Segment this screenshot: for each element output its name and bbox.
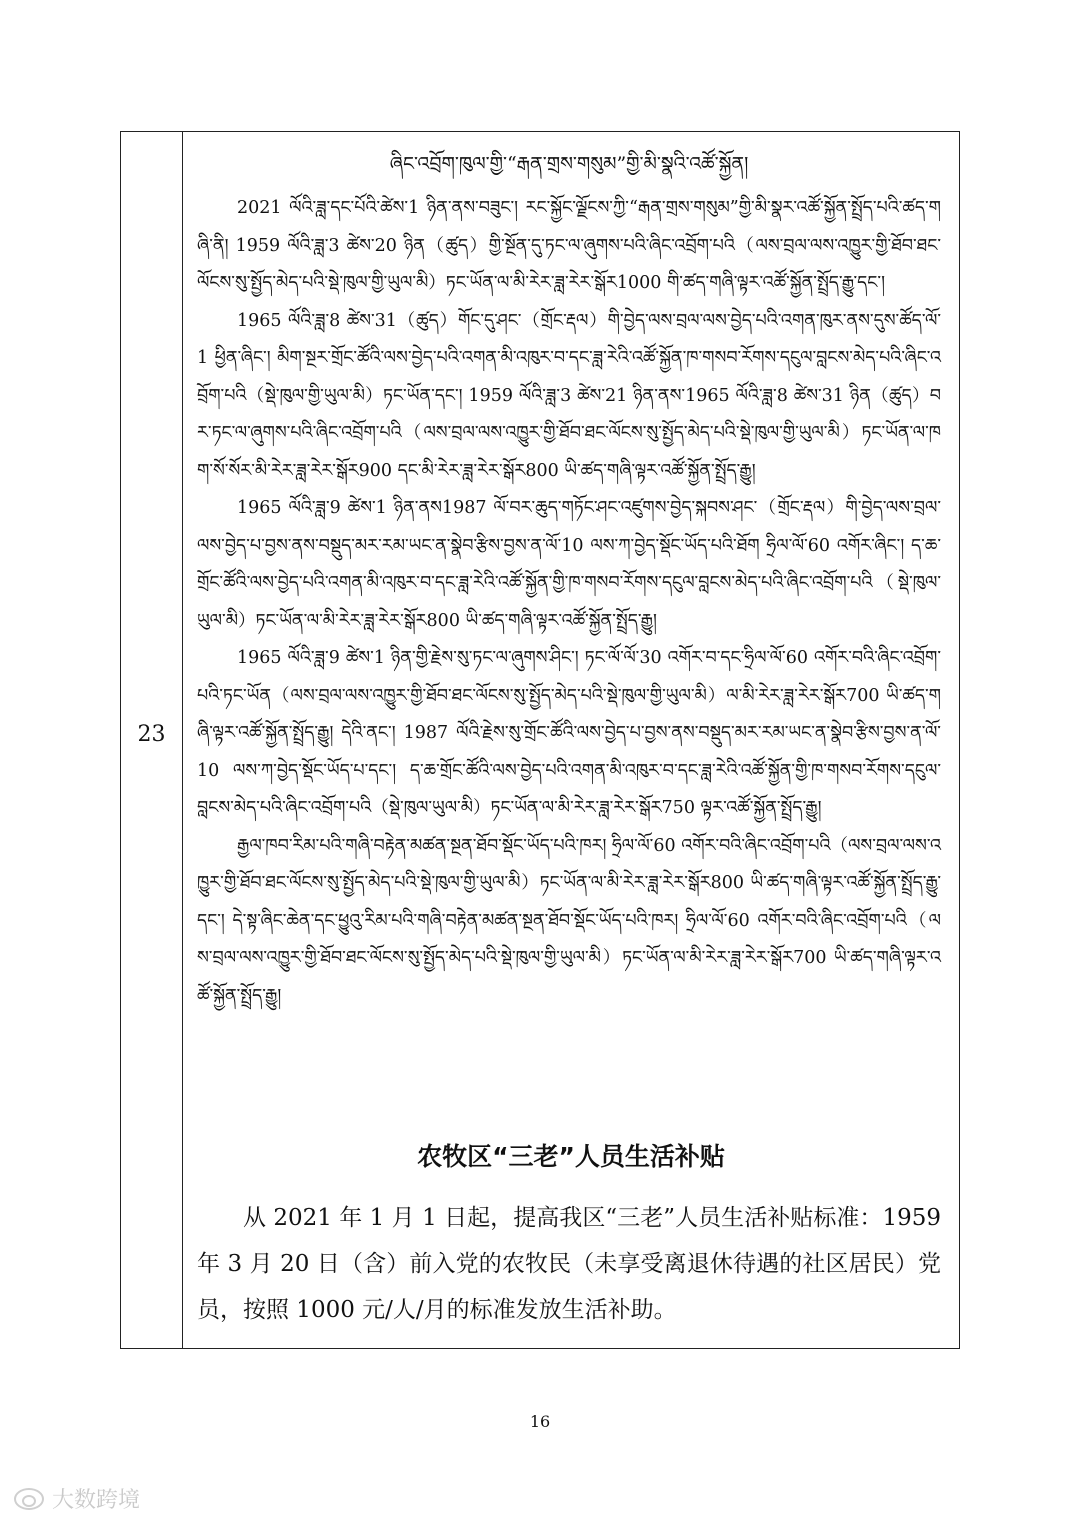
row-number: 23 xyxy=(137,722,166,747)
tibetan-title: ཞིང་འབྲོག་ཁུལ་གྱི་“རྒན་གྲས་གསུམ”གྱི་མི་སྣའི་འཚོ་སྐྱོན། xyxy=(389,153,749,175)
tibetan-paragraph: 2021 ལོའི་ཟླ་དང་པོའི་ཚེས་1 ཉིན་ནས་བཟུང་། རང་སྐྱོང་ལྗོངས་ཀྱི་“རྒན་གྲས་གསུམ”གྱི་མི་སྣར་འཚོ་སྐྱོན་སྤྲོད་པའི་ཚད་གཞི་ནི། 1959 ལོའི་ཟླ་3 ཚེས་20 ཉིན（ཚུད）གྱི་སྔོན་དུ་ཏང་ལ་ཞུགས་པའི་ཞིང་འབྲོག་པའི（ལས་བྲལ་ལས་འཁྱུར་གྱི་ཐོབ་ཐང་ལོངས་སུ་སྤྱོད་མེད་པའི་སྡེ་ཁུལ་གྱི་ཡུལ་མི）ཏང་ཡོན་ལ་མི་རེར་ཟླ་རེར་སྒོར1000 གི་ཚད་གཞི་ལྟར་འཚོ་སྐྱོན་སྤྲོད་རྒྱུ་དང་། xyxy=(197,198,941,293)
watermark-text: 大数跨境 xyxy=(52,1488,141,1513)
watermark xyxy=(14,1483,140,1514)
tibetan-paragraph: 1965 ལོའི་ཟླ་9 ཚེས་1 ཉིན་ནས1987 ལོ་བར་ཆུད་གཏོང་ཤང་འཛུགས་བྱེད་སྐབས་ཤང་（གྲོང་རྡལ）གི་བྱེད་ལས་བྲལ་ལས་བྱེད་པ་བྱས་ནས་བསྡུད་མར་རམ་ཡང་ན་སྣེབ་རྩིས་བྱས་ན་ལོ་10 ལས་ཀ་བྱེད་སྡོང་ཡོད་པའི་ཐོག ཧྲིལ་ལོ་60 འགོར་ཞིང་། ད་ཆ་གྲོང་ཚོའི་ལས་བྱེད་པའི་འགན་མི་འཁུར་བ་དང་ཟླ་རེའི་འཚོ་སྐྱོན་གྱི་ཁ་གསབ་རོགས་དངུལ་བླངས་མེད་པའི་ཞིང་འབྲོག་པའི（སྡེ་ཁུལ་ཡུལ་མི）ཏང་ཡོན་ལ་མི་རེར་ཟླ་རེར་སྒོར800 ཡི་ཚད་གཞི་ལྟར་འཚོ་སྐྱོན་སྤྲོད་རྒྱུ། xyxy=(197,498,941,631)
policy-table xyxy=(120,131,960,1349)
watermark-logo-icon xyxy=(14,1488,44,1510)
tibetan-paragraph: 1965 ལོའི་ཟླ་9 ཚེས་1 ཉིན་གྱི་རྗེས་སུ་ཏང་ལ་ཞུགས་ཤིང་། ཏང་ལོ་ལོ་30 འགོར་བ་དང་ཧྲིལ་ལོ་60 འགོར་བའི་ཞིང་འབྲོག་པའི་ཏང་ཡོན（ལས་བྲལ་ལས་འཁྱུར་གྱི་ཐོབ་ཐང་ལོངས་སུ་སྤྱོད་མེད་པའི་སྡེ་ཁུལ་གྱི་ཡུལ་མི）ལ་མི་རེར་ཟླ་རེར་སྒོར700 ཡི་ཚད་གཞི་ལྟར་འཚོ་སྐྱོན་སྤྲོད་རྒྱུ། དེའི་ནང་། 1987 ལོའི་རྗེས་སུ་གྲོང་ཚོའི་ལས་བྱེད་པ་བྱས་ནས་བསྡུད་མར་རམ་ཡང་ན་སྣེབ་རྩིས་བྱས་ན་ལོ་10 ལས་ཀ་བྱེད་སྡོང་ཡོད་པ་དང་། ད་ཆ་གྲོང་ཚོའི་ལས་བྱེད་པའི་འགན་མི་འཁུར་བ་དང་ཟླ་རེའི་འཚོ་སྐྱོན་གྱི་ཁ་གསབ་རོགས་དངུལ་བླངས་མེད་པའི་ཞིང་འབྲོག་པའི（སྡེ་ཁུལ་ཡུལ་མི）ཏང་ཡོན་ལ་མི་རེར་ཟླ་རེར་སྒོར750 ལྟར་འཚོ་སྐྱོན་སྤྲོད་རྒྱུ། xyxy=(197,648,941,818)
chinese-paragraph: 从 2021 年 1 月 1 日起，提高我区“三老”人员生活补贴标准：1959 年 3 月 20 日（含）前入党的农牧民（未享受离退休待遇的社区居民）党员，按照 1000 元/人/月的标准发放生活补助。 xyxy=(197,1205,941,1323)
tibetan-paragraph: 1965 ལོའི་ཟླ་8 ཚེས་31（ཚུད）གོང་དུ་ཤང་（གྲོང་རྡལ）གི་བྱེད་ལས་བྲལ་ལས་བྱེད་པའི་འགན་ཁུར་ནས་དུས་ཚོད་ལོ་1 ཕྱིན་ཞིང་། མིག་སྔར་གྲོང་ཚོའི་ལས་བྱེད་པའི་འགན་མི་འཁུར་བ་དང་ཟླ་རེའི་འཚོ་སྐྱོན་ཁ་གསབ་རོགས་དངུལ་བླངས་མེད་པའི་ཞིང་འབྲོག་པའི（སྡེ་ཁུལ་གྱི་ཡུལ་མི）ཏང་ཡོན་དང་། 1959 ལོའི་ཟླ་3 ཚེས་21 ཉིན་ནས་1965 ལོའི་ཟླ་8 ཚེས་31 ཉིན（ཚུད）བར་ཏང་ལ་ཞུགས་པའི་ཞིང་འབྲོག་པའི（ལས་བྲལ་ལས་འཁྱུར་གྱི་ཐོབ་ཐང་ལོངས་སུ་སྤྱོད་མེད་པའི་སྡེ་ཁུལ་གྱི་ཡུལ་མི）ཏང་ཡོན་ལ་ཁག་སོ་སོར་མི་རེར་ཟླ་རེར་སྒོར900 དང་མི་རེར་ཟླ་རེར་སྒོར800 ཡི་ཚད་གཞི་ལྟར་འཚོ་སྐྱོན་སྤྲོད་རྒྱུ། xyxy=(197,310,941,481)
page-number: 16 xyxy=(529,1412,551,1431)
chinese-title: 农牧区“三老”人员生活补贴 xyxy=(417,1142,725,1171)
tibetan-paragraph: རྒྱལ་ཁབ་རིམ་པའི་གཞི་བརྟེན་མཚན་སྔན་ཐོབ་སྡོང་ཡོད་པའི་ཁར། ཧྲིལ་ལོ་60 འགོར་བའི་ཞིང་འབྲོག་པའི（ལས་བྲལ་ལས་འཁྱུར་གྱི་ཐོབ་ཐང་ལོངས་སུ་སྤྱོད་མེད་པའི་སྡེ་ཁུལ་གྱི་ཡུལ་མི）ཏང་ཡོན་ལ་མི་རེར་ཟླ་རེར་སྒོར800 ཡི་ཚད་གཞི་ལྟར་འཚོ་སྐྱོན་སྤྲོད་རྒྱུ་དང་། དེ་སྟ་ཞིང་ཆེན་དང་ཕྱུའུ་རིམ་པའི་གཞི་བརྟེན་མཚན་སྔན་ཐོབ་སྡོང་ཡོད་པའི་ཁར། ཧྲིལ་ལོ་60 འགོར་བའི་ཞིང་འབྲོག་པའི（ལས་བྲལ་ལས་འཁྱུར་གྱི་ཐོབ་ཐང་ལོངས་སུ་སྤྱོད་མེད་པའི་སྡེ་ཁུལ་གྱི་ཡུལ་མི）ཏང་ཡོན་ལ་མི་རེར་ཟླ་རེར་སྒོར700 ཡི་ཚད་གཞི་ལྟར་འཚོ་སྐྱོན་སྤྲོད་རྒྱུ། xyxy=(197,835,941,1006)
table-content-cell xyxy=(183,132,959,1348)
